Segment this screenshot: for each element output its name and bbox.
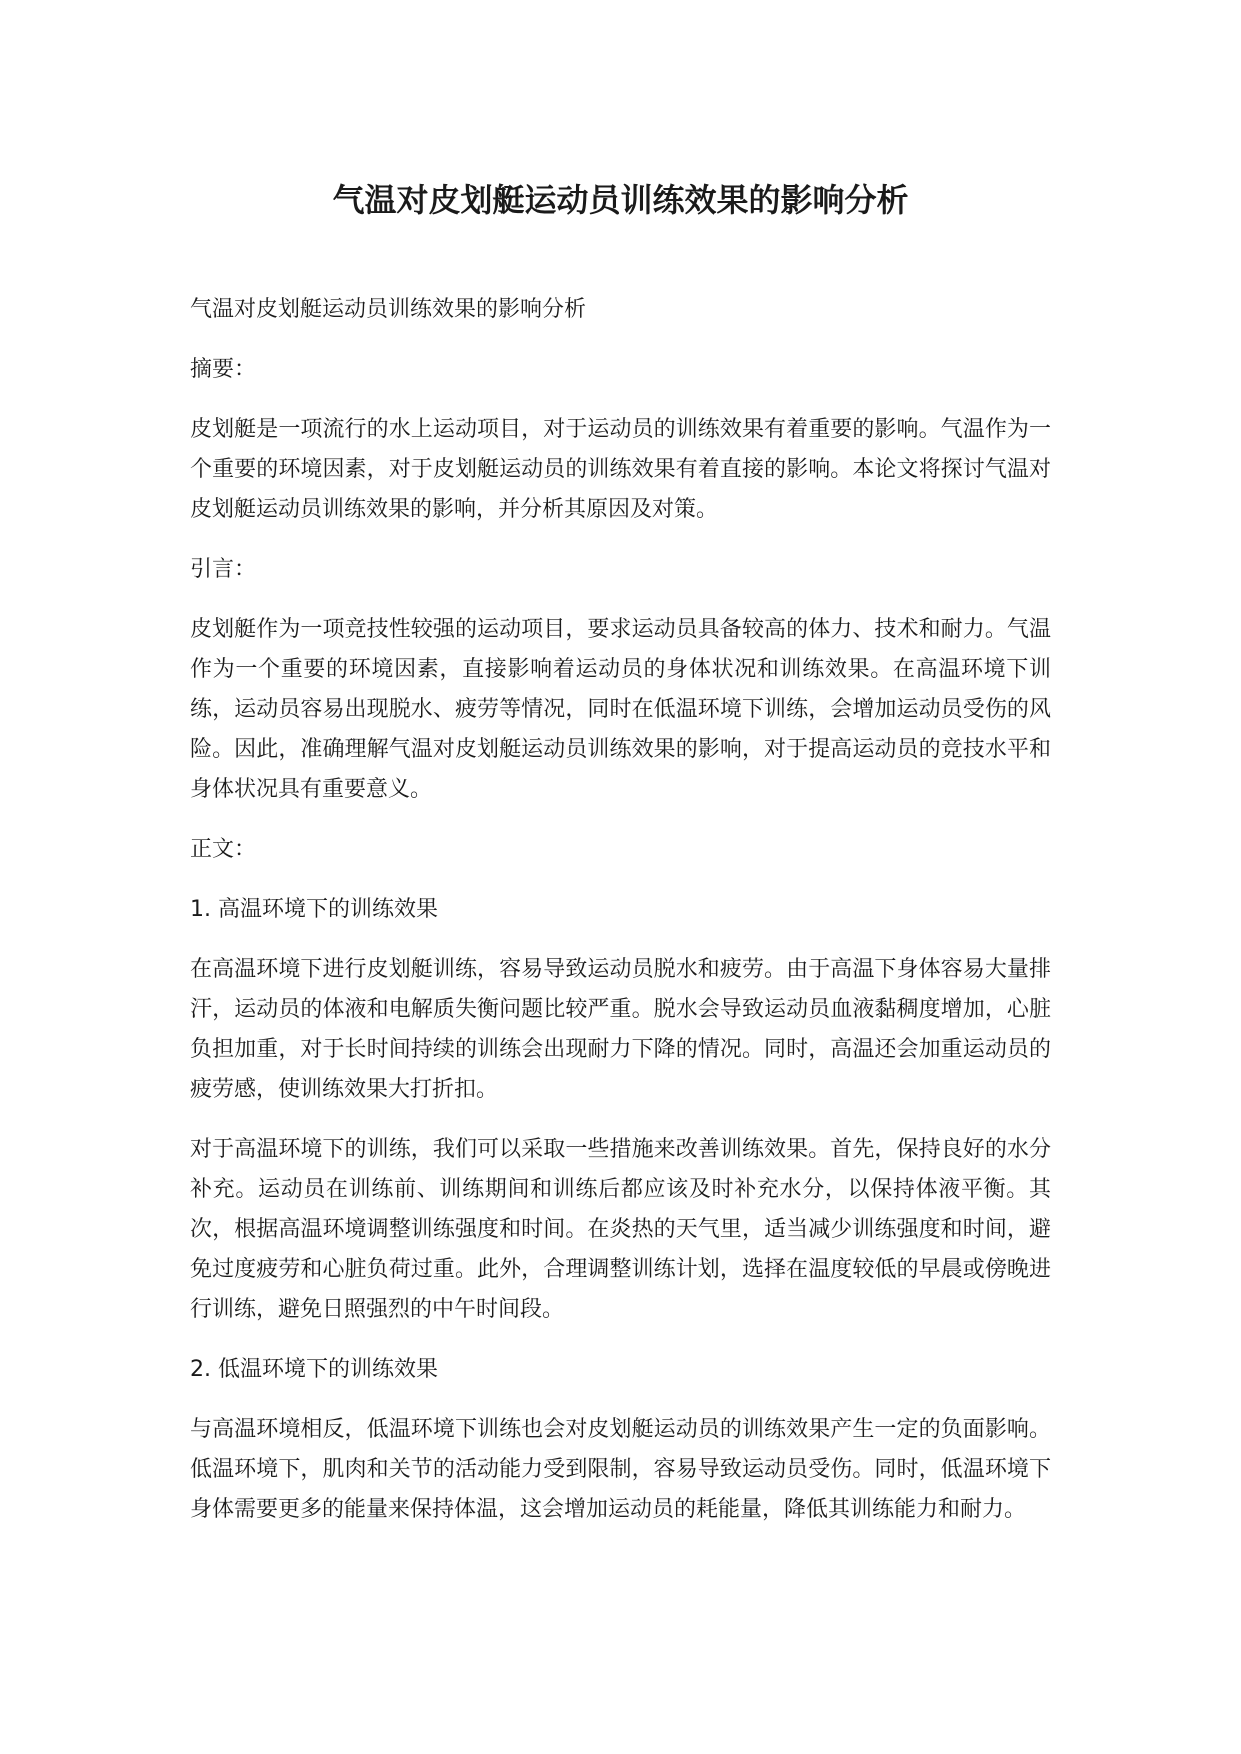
- body-heading: 正文：: [190, 837, 257, 862]
- section-1-paragraph-1: 在高温环境下进行皮划艇训练，容易导致运动员脱水和疲劳。由于高温下身体容易大量排汗，运动员的体液和电解质失衡问题比较严重。脱水会导致运动员血液黏稠度增加，心脏负担加重，对于长时间持续的训练会出现耐力下降的情况。同时，高温还会加重运动员的疲劳感，使训练效果大打折扣。: [190, 957, 1051, 1102]
- section-1-paragraph-2: 对于高温环境下的训练，我们可以采取一些措施来改善训练效果。首先，保持良好的水分补充。运动员在训练前、训练期间和训练后都应该及时补充水分，以保持体液平衡。其次，根据高温环境调整训练强度和时间。在炎热的天气里，适当减少训练强度和时间，避免过度疲劳和心脏负荷过重。此外，合理调整训练计划，选择在温度较低的早晨或傍晚进行训练，避免日照强烈的中午时间段。: [190, 1137, 1051, 1322]
- section-1-heading: 1. 高温环境下的训练效果: [190, 897, 438, 922]
- section-2-heading: 2. 低温环境下的训练效果: [190, 1357, 438, 1382]
- subtitle-paragraph: 气温对皮划艇运动员训练效果的影响分析: [190, 297, 587, 322]
- abstract-heading: 摘要：: [190, 357, 257, 382]
- document-title: 气温对皮划艇运动员训练效果的影响分析: [332, 181, 909, 219]
- section-2-paragraph-1: 与高温环境相反，低温环境下训练也会对皮划艇运动员的训练效果产生一定的负面影响。低温环境下，肌肉和关节的活动能力受到限制，容易导致运动员受伤。同时，低温环境下身体需要更多的能量来保持体温，这会增加运动员的耗能量，降低其训练能力和耐力。: [190, 1417, 1051, 1522]
- introduction-heading: 引言：: [190, 557, 257, 582]
- abstract-paragraph: 皮划艇是一项流行的水上运动项目，对于运动员的训练效果有着重要的影响。气温作为一个重要的环境因素，对于皮划艇运动员的训练效果有着直接的影响。本论文将探讨气温对皮划艇运动员训练效果的影响，并分析其原因及对策。: [190, 417, 1051, 522]
- introduction-paragraph: 皮划艇作为一项竞技性较强的运动项目，要求运动员具备较高的体力、技术和耐力。气温作为一个重要的环境因素，直接影响着运动员的身体状况和训练效果。在高温环境下训练，运动员容易出现脱水、疲劳等情况，同时在低温环境下训练，会增加运动员受伤的风险。因此，准确理解气温对皮划艇运动员训练效果的影响，对于提高运动员的竞技水平和身体状况具有重要意义。: [190, 617, 1051, 802]
